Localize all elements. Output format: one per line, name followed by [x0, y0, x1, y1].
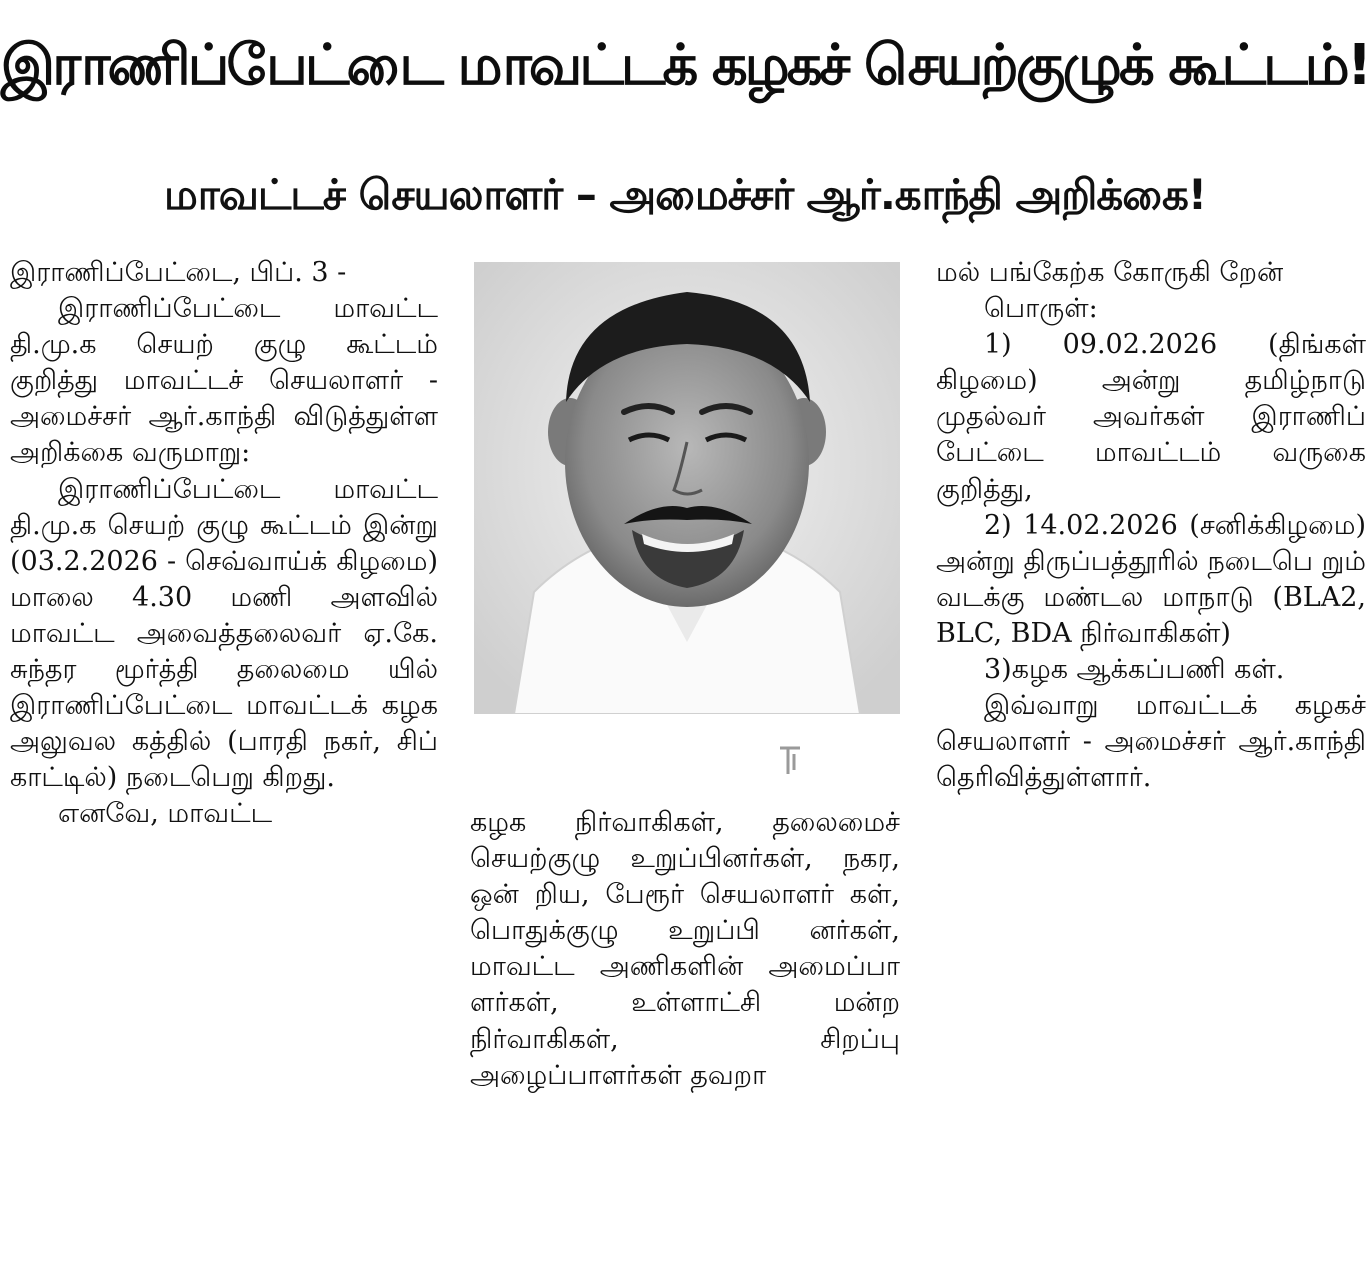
subject-label: பொருள்:: [984, 293, 1098, 325]
middle-column: [470, 805, 900, 1285]
agenda-item-3: 3)கழக ஆக்கப்பணி கள்.: [984, 654, 1285, 686]
left-paragraph-1: இராணிப்பேட்டை மாவட்ட தி.மு.க செயற் குழு கூட்டம் குறித்து மாவட்டச் செயலாளர் - அமைச்சர் ஆர்.காந்தி விடுத்துள்ள அறிக்கை வருமாறு:: [10, 293, 438, 469]
middle-paragraph: கழக நிர்வாகிகள், தலைமைச் செயற்குழு உறுப்பினர்கள், நகர, ஒன் றிய, பேரூர் செயலாளர் கள், பொதுக்குழு உறுப்பி னர்கள், மாவட்ட அணிகளின் அமைப்பா ளர்கள், உள்ளாட்சி மன்ற நிர்வாகிகள், சிறப்பு அழைப்பாளர்கள் தவறா: [470, 807, 900, 1091]
agenda-item-1: 1) 09.02.2026 (திங்கள் கிழமை) அன்று தமிழ்நாடு முதல்வர் அவர்கள் இராணிப் பேட்டை மாவட்டம் வருகை குறித்து,: [936, 329, 1366, 505]
dateline: இராணிப்பேட்டை, பிப். 3 -: [10, 257, 347, 288]
agenda-item-2: 2) 14.02.2026 (சனிக்கிழமை) அன்று திருப்பத்தூரில் நடைபெ றும் வடக்கு மண்டல மாநாடு (BLA2, BLC, BDA நிர்வாகிகள்): [936, 509, 1366, 649]
closing-paragraph: இவ்வாறு மாவட்டக் கழகச் செயலாளர் - அமைச்சர் ஆர்.காந்தி தெரிவித்துள்ளார்.: [936, 690, 1366, 794]
portrait-illustration: [474, 262, 900, 714]
left-column: [10, 255, 438, 1285]
right-paragraph-1: மல் பங்கேற்க கோருகி றேன்: [936, 257, 1284, 288]
headline: இராணிப்பேட்டை மாவட்டக் கழகச் செயற்குழுக் கூட்டம்!: [0, 33, 1370, 98]
subheadline: மாவட்டச் செயலாளர் – அமைச்சர் ஆர்.காந்தி அறிக்கை!: [163, 170, 1207, 219]
photo-credit-mark: [776, 740, 804, 780]
left-paragraph-2: இராணிப்பேட்டை மாவட்ட தி.மு.க செயற் குழு கூட்டம் இன்று (03.2.2026 - செவ்வாய்க் கிழமை) மாலை 4.30 மணி அளவில் மாவட்ட அவைத்தலைவர் ஏ.கே. சுந்தர மூர்த்தி தலைமை யில் இராணிப்பேட்டை மாவட்டக் கழக அலுவல கத்தில் (பாரதி நகர், சிப் காட்டில்) நடைபெறு கிறது.: [10, 473, 438, 794]
left-paragraph-3: எனவே, மாவட்ட: [58, 798, 273, 830]
portrait-photo: [474, 262, 900, 714]
right-column: [936, 255, 1366, 1285]
